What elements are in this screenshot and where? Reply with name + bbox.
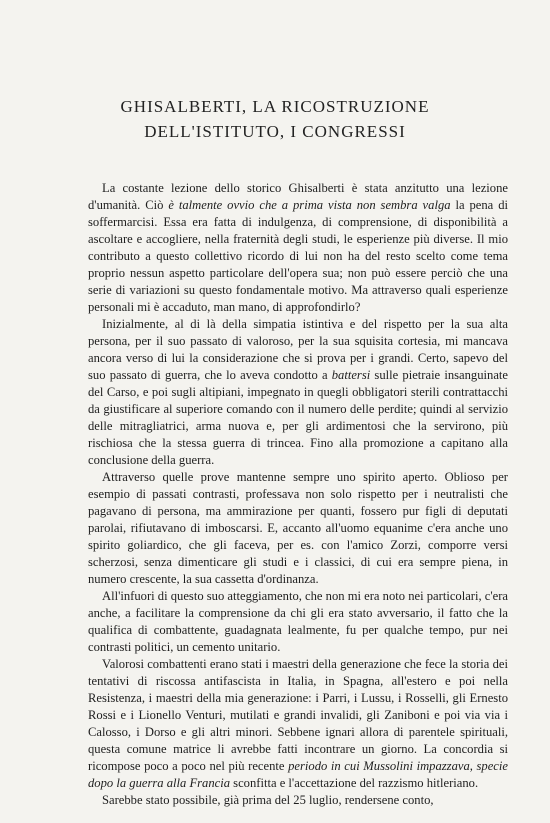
paragraph-4: All'infuori di questo suo atteggiamento, che non mi era noto nei particolari, c'era anche, a facilitare la comprensione da chi gli era stato avversario, il fatto che la qualifica di combattente, guadagnata lealmente, fu per qualche tempo, pur nei contrasti politici, un cemento unitario.: [88, 589, 509, 654]
paragraph-3: Attraverso quelle prove mantenne sempre uno spirito aperto. Oblioso per esempio di passati contrasti, professava non solo rispetto per i neutralisti che pagavano di persona, ma ammirazione per quanti, fossero pur figli di deputati parolai, rifiutavano di imboscarsi. E, accanto all'uomo equanime c'era anche uno spirito goliardico, che gli faceva, per es. con l'amico Zorzi, comporre versi scherzosi, senza dimenticare gli studi e i classici, di cui era sempre piena, in numero crescente, la sua cassetta d'ordinanza.: [88, 470, 508, 586]
paragraph-2: Inizialmente, al di là della simpatia istintiva e del rispetto per la sua alta persona, per il suo passato di valoroso, per la sua squisita cortesia, mi mancava ancora verso di lui la considerazione che si prova per i grandi. Certo, sapevo del suo passato di guerra, che lo aveva condotto a battersi sulle pietraie insanguinate del Carso, e poi sugli altipiani, impegnato in quegli obbligatori sterili contrattacchi da giustificare al superiore comando con il numero delle perdite; quindi al servizio delle mitragliatrici, arma nuova e, per gli ardimentosi che la servirono, più rischiosa che la stessa guerra di trincea. Fino alla promozione a capitano alla conclusione della guerra.: [88, 317, 508, 467]
body-text: [88, 180, 508, 809]
paragraph-1: La costante lezione dello storico Ghisalberti è stata anzitutto una lezione d'umanità. Ciò è talmente ovvio che a prima vista non sembra valga la pena di soffermarcisi. Essa era fatta di indulgenza, di comprensione, di disponibilità a ascoltare e accogliere, nella fraternità degli studi, le esperienze più diverse. Il mio contributo a questo collettivo ricordo di lui non ha del resto scelto come tema proprio nessun aspetto particolare dell'opera sua; non può essere perciò che una serie di variazioni su questo fondamentale motivo. Ma attraverso quali esperienze personali mi è accaduto, man mano, di approfondirlo?: [88, 181, 508, 314]
chapter-title-line-1: GHISALBERTI, LA RICOSTRUZIONE: [120, 97, 430, 116]
paragraph-6: Sarebbe stato possibile, già prima del 25 luglio, rendersene conto,: [102, 793, 434, 807]
paragraph-5: Valorosi combattenti erano stati i maestri della generazione che fece la storia dei tentativi di riscossa antifascista in Italia, in Spagna, all'estero e poi nella Resistenza, i maestri della mia generazione: i Parri, i Lussu, i Rosselli, gli Ernesto Rossi e i Lionello Venturi, mutilati e grandi invalidi, gli Zaniboni e poi via via i Calosso, i Dorso e gli altri minori. Sebbene ignari allora di parentele spirituali, questa comune matrice li avrebbe fatti incontrare un giorno. La concordia si ricompose poco a poco nel più recente periodo in cui Mussolini impazzava, specie dopo la guerra alla Francia sconfitta e l'accettazione del razzismo hitleriano.: [88, 657, 508, 790]
chapter-title: [0, 94, 550, 144]
chapter-title-line-2: DELL'ISTITUTO, I CONGRESSI: [144, 122, 406, 141]
